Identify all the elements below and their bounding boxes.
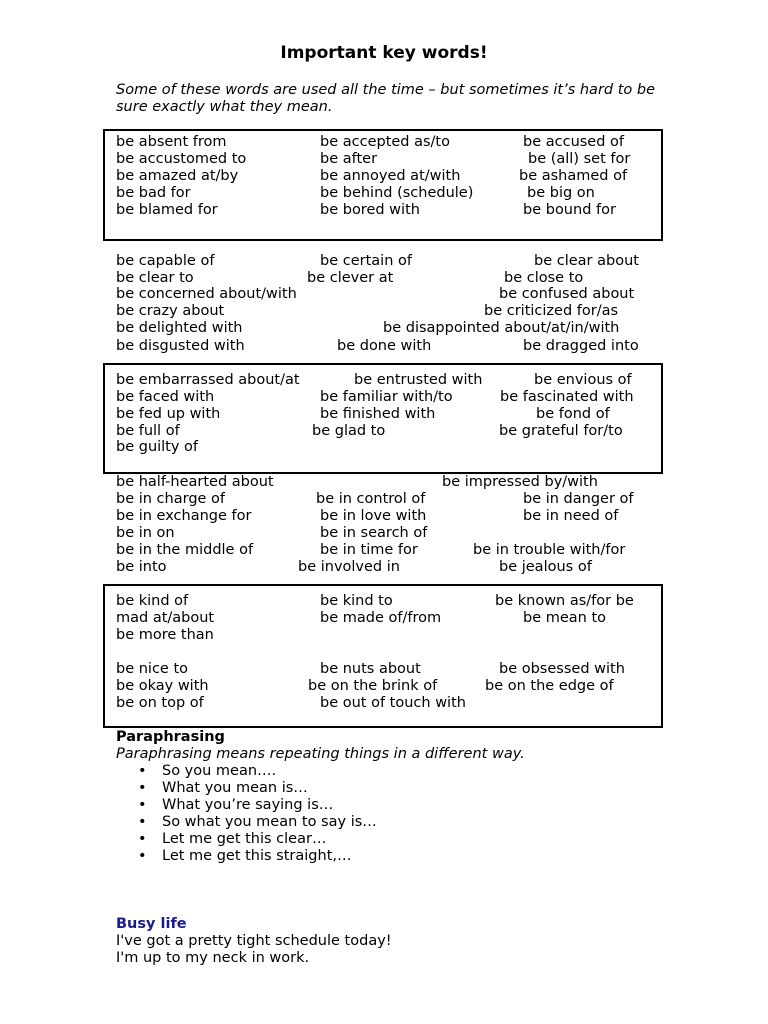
phrase: be in search of <box>320 525 428 541</box>
phrase: be concerned about/with <box>116 286 297 302</box>
phrase: be in trouble with/for <box>473 542 626 558</box>
phrase: be okay with <box>116 678 209 694</box>
busy-life-line: I've got a pretty tight schedule today! <box>116 933 392 949</box>
phrase: be faced with <box>116 389 215 405</box>
phrase: be guilty of <box>116 439 199 455</box>
list-item-text: Let me get this clear… <box>162 831 327 847</box>
phrase: be annoyed at/with <box>320 168 461 184</box>
phrase: be disappointed about/at/in/with <box>383 320 620 336</box>
phrase: be amazed at/by <box>116 168 239 184</box>
paraphrasing-definition: Paraphrasing means repeating things in a different way. <box>116 746 525 762</box>
phrase: mad at/about <box>116 610 215 626</box>
phrase: be certain of <box>320 253 412 269</box>
busy-life-line: I'm up to my neck in work. <box>116 950 310 966</box>
phrase: be confused about <box>499 286 635 302</box>
phrase: be in the middle of <box>116 542 254 558</box>
phrase: be bored with <box>320 202 420 218</box>
bullet-icon: • <box>138 797 147 813</box>
phrase: be glad to <box>312 423 386 439</box>
list-item-text: So what you mean to say is… <box>162 814 377 830</box>
phrase: be close to <box>504 270 584 286</box>
phrase: be out of touch with <box>320 695 466 711</box>
bullet-icon: • <box>138 848 147 864</box>
phrase: be mean to <box>523 610 607 626</box>
phrase: be fed up with <box>116 406 221 422</box>
phrase: be nuts about <box>320 661 421 677</box>
phrase: be nice to <box>116 661 189 677</box>
phrase: be bound for <box>523 202 616 218</box>
phrase: be full of <box>116 423 180 439</box>
busy-life-heading: Busy life <box>116 916 187 932</box>
phrase: be grateful for/to <box>499 423 623 439</box>
phrase: be finished with <box>320 406 436 422</box>
phrase: be absent from <box>116 134 227 150</box>
page-title: Important key words! <box>280 43 488 63</box>
bullet-icon: • <box>138 780 147 796</box>
phrase: be in danger of <box>523 491 634 507</box>
phrase: be in charge of <box>116 491 226 507</box>
phrase: be fascinated with <box>500 389 634 405</box>
phrase: be in control of <box>316 491 426 507</box>
phrase: be impressed by/with <box>442 474 598 490</box>
phrase: be accustomed to <box>116 151 247 167</box>
list-item-text: Let me get this straight,… <box>162 848 352 864</box>
phrase: be entrusted with <box>354 372 483 388</box>
phrase: be in exchange for <box>116 508 252 524</box>
phrase: be capable of <box>116 253 215 269</box>
phrase: be on the brink of <box>308 678 438 694</box>
phrase: be big on <box>527 185 595 201</box>
phrase: be blamed for <box>116 202 218 218</box>
phrase: be half-hearted about <box>116 474 274 490</box>
phrase: be after <box>320 151 378 167</box>
phrase: be on top of <box>116 695 204 711</box>
phrase: be in time for <box>320 542 418 558</box>
phrase: be behind (schedule) <box>320 185 474 201</box>
phrase: be made of/from <box>320 610 442 626</box>
phrase: be on the edge of <box>485 678 614 694</box>
phrase: be kind of <box>116 593 189 609</box>
phrase: be ashamed of <box>519 168 628 184</box>
phrase: be jealous of <box>499 559 592 575</box>
bullet-icon: • <box>138 831 147 847</box>
phrase: be crazy about <box>116 303 225 319</box>
phrase: be accepted as/to <box>320 134 450 150</box>
phrase: be criticized for/as <box>484 303 619 319</box>
phrase: be kind to <box>320 593 393 609</box>
phrase: be in on <box>116 525 175 541</box>
paraphrasing-heading: Paraphrasing <box>116 729 225 745</box>
phrase: be dragged into <box>523 338 639 354</box>
phrase: be in love with <box>320 508 427 524</box>
phrase: be clear about <box>534 253 639 269</box>
phrase: be known as/for be <box>495 593 634 609</box>
phrase: be involved in <box>298 559 400 575</box>
list-item-text: What you mean is… <box>162 780 308 796</box>
phrase: be fond of <box>536 406 610 422</box>
phrase: be disgusted with <box>116 338 245 354</box>
phrase: be clear to <box>116 270 194 286</box>
phrase: be delighted with <box>116 320 243 336</box>
phrase: be familiar with/to <box>320 389 453 405</box>
phrase: be clever at <box>307 270 394 286</box>
phrase: be more than <box>116 627 214 643</box>
phrase: be (all) set for <box>528 151 631 167</box>
phrase: be obsessed with <box>499 661 625 677</box>
phrase: be envious of <box>534 372 632 388</box>
phrase: be done with <box>337 338 432 354</box>
phrase: be bad for <box>116 185 191 201</box>
intro-text: Some of these words are used all the time – but sometimes it’s hard to be sure exactly what they mean. <box>116 82 656 115</box>
list-item-text: So you mean…. <box>162 763 277 779</box>
list-item-text: What you’re saying is… <box>162 797 334 813</box>
phrase: be in need of <box>523 508 619 524</box>
phrase: be accused of <box>523 134 625 150</box>
phrase: be embarrassed about/at <box>116 372 300 388</box>
bullet-icon: • <box>138 763 147 779</box>
phrase: be into <box>116 559 167 575</box>
bullet-icon: • <box>138 814 147 830</box>
